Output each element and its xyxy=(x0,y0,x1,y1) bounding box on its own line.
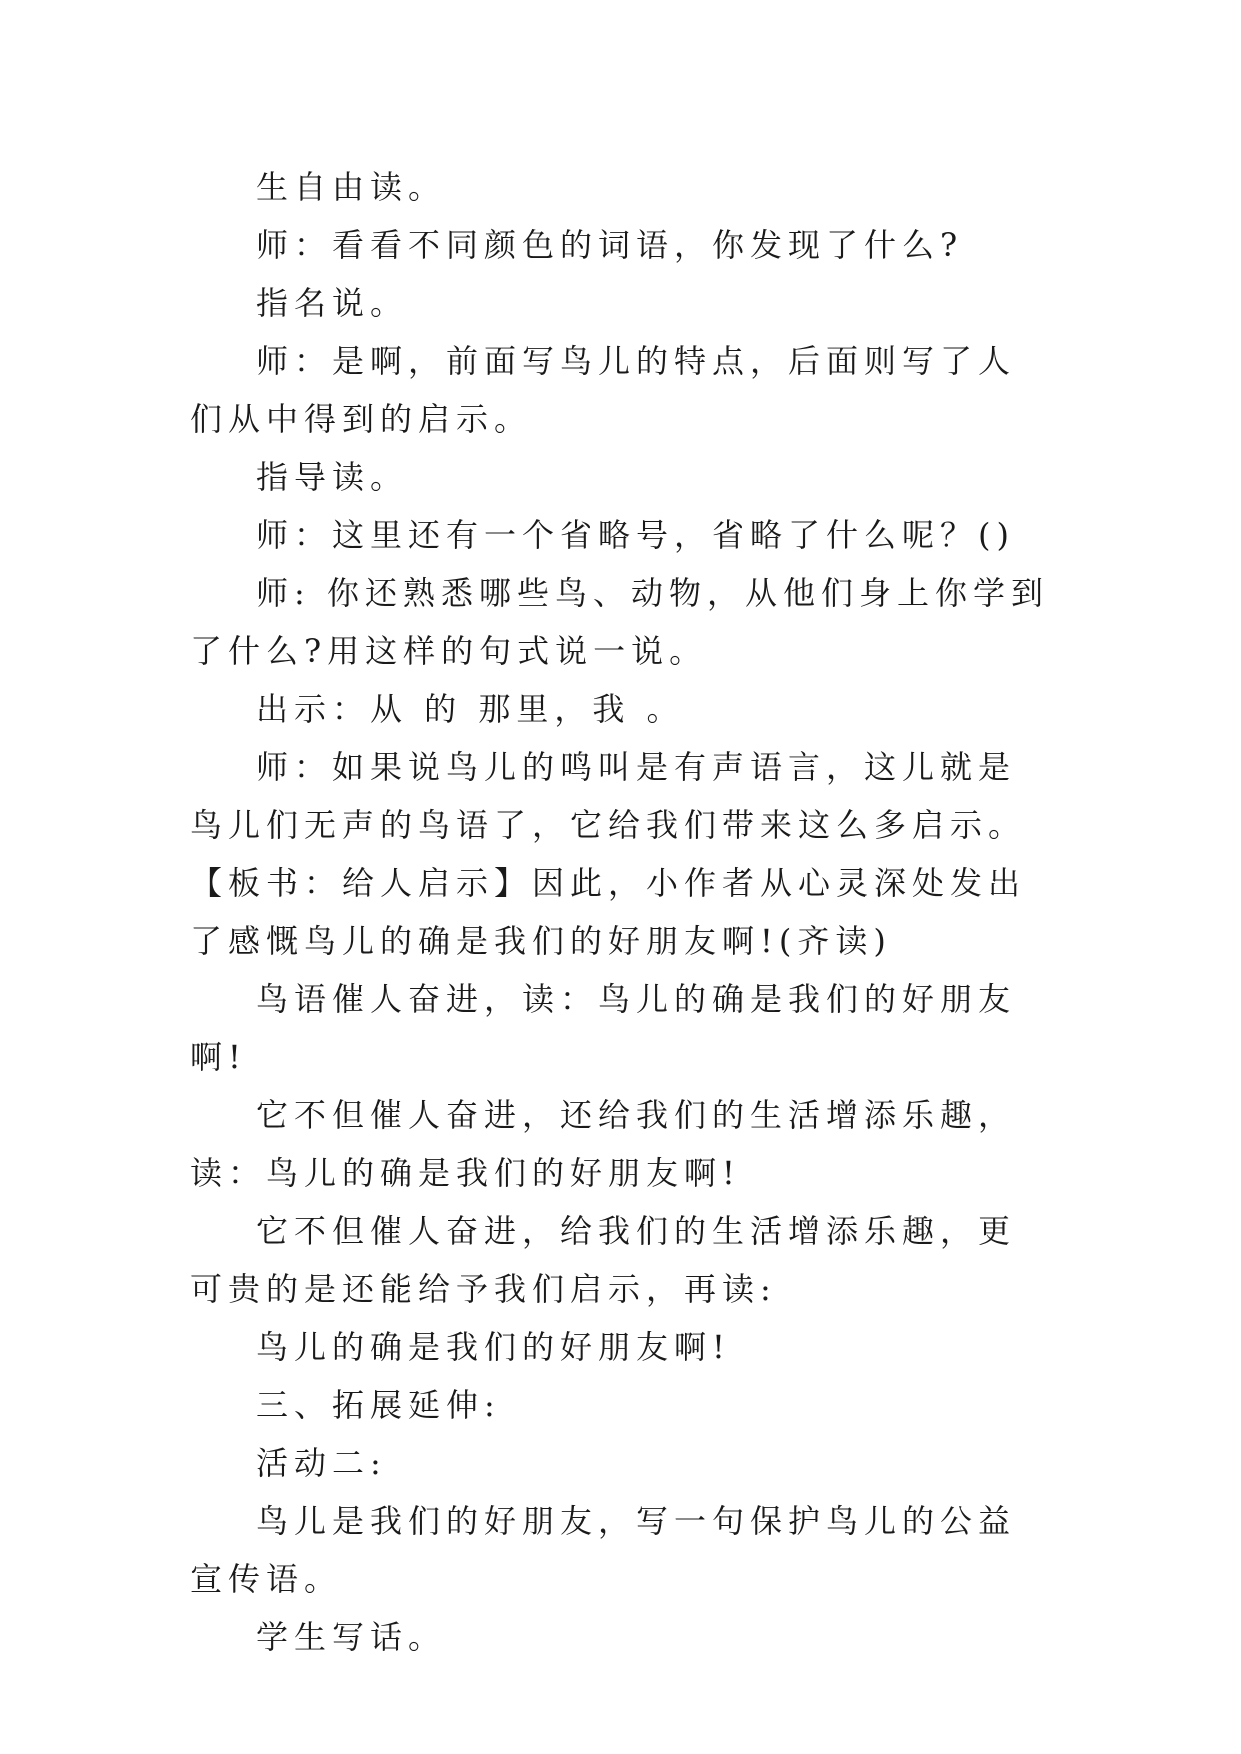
paragraph: 鸟语催人奋进，读：鸟儿的确是我们的好朋友啊! xyxy=(190,980,1017,1076)
paragraph: 师: 你还熟悉哪些鸟、动物，从他们身上你学到了什么?用这样的句式说一说。 xyxy=(190,574,1049,670)
paragraph: 师：这里还有一个省略号，省略了什么呢？() xyxy=(256,516,1015,554)
paragraph: 它不但催人奋进，给我们的生活增添乐趣，更可贵的是还能给予我们启示，再读: xyxy=(190,1212,1017,1308)
document-body xyxy=(190,158,1050,1666)
paragraph: 它不但催人奋进，还给我们的生活增添乐趣，读：鸟儿的确是我们的好朋友啊! xyxy=(190,1096,1017,1192)
paragraph: 师：是啊，前面写鸟儿的特点，后面则写了人们从中得到的启示。 xyxy=(190,342,1017,438)
paragraph: 鸟儿的确是我们的好朋友啊! xyxy=(256,1328,731,1366)
paragraph: 师：如果说鸟儿的鸣叫是有声语言，这儿就是鸟儿们无声的鸟语了，它给我们带来这么多启示。【板书：给人启示】因此，小作者从心灵深处发出了感慨鸟儿的确是我们的好朋友啊!(齐读) xyxy=(190,748,1027,960)
activity-label: 活动二: xyxy=(256,1444,387,1482)
paragraph: 鸟儿是我们的好朋友，写一句保护鸟儿的公益宣传语。 xyxy=(190,1502,1017,1598)
paragraph: 指名说。 xyxy=(256,284,409,322)
paragraph: 生自由读。 xyxy=(256,168,447,206)
paragraph: 学生写话。 xyxy=(256,1618,447,1656)
section-heading: 三、拓展延伸: xyxy=(256,1386,501,1424)
paragraph: 出示：从 的 那里，我 。 xyxy=(256,690,685,728)
paragraph: 师：看看不同颜色的词语，你发现了什么? xyxy=(256,226,964,264)
paragraph: 指导读。 xyxy=(256,458,409,496)
